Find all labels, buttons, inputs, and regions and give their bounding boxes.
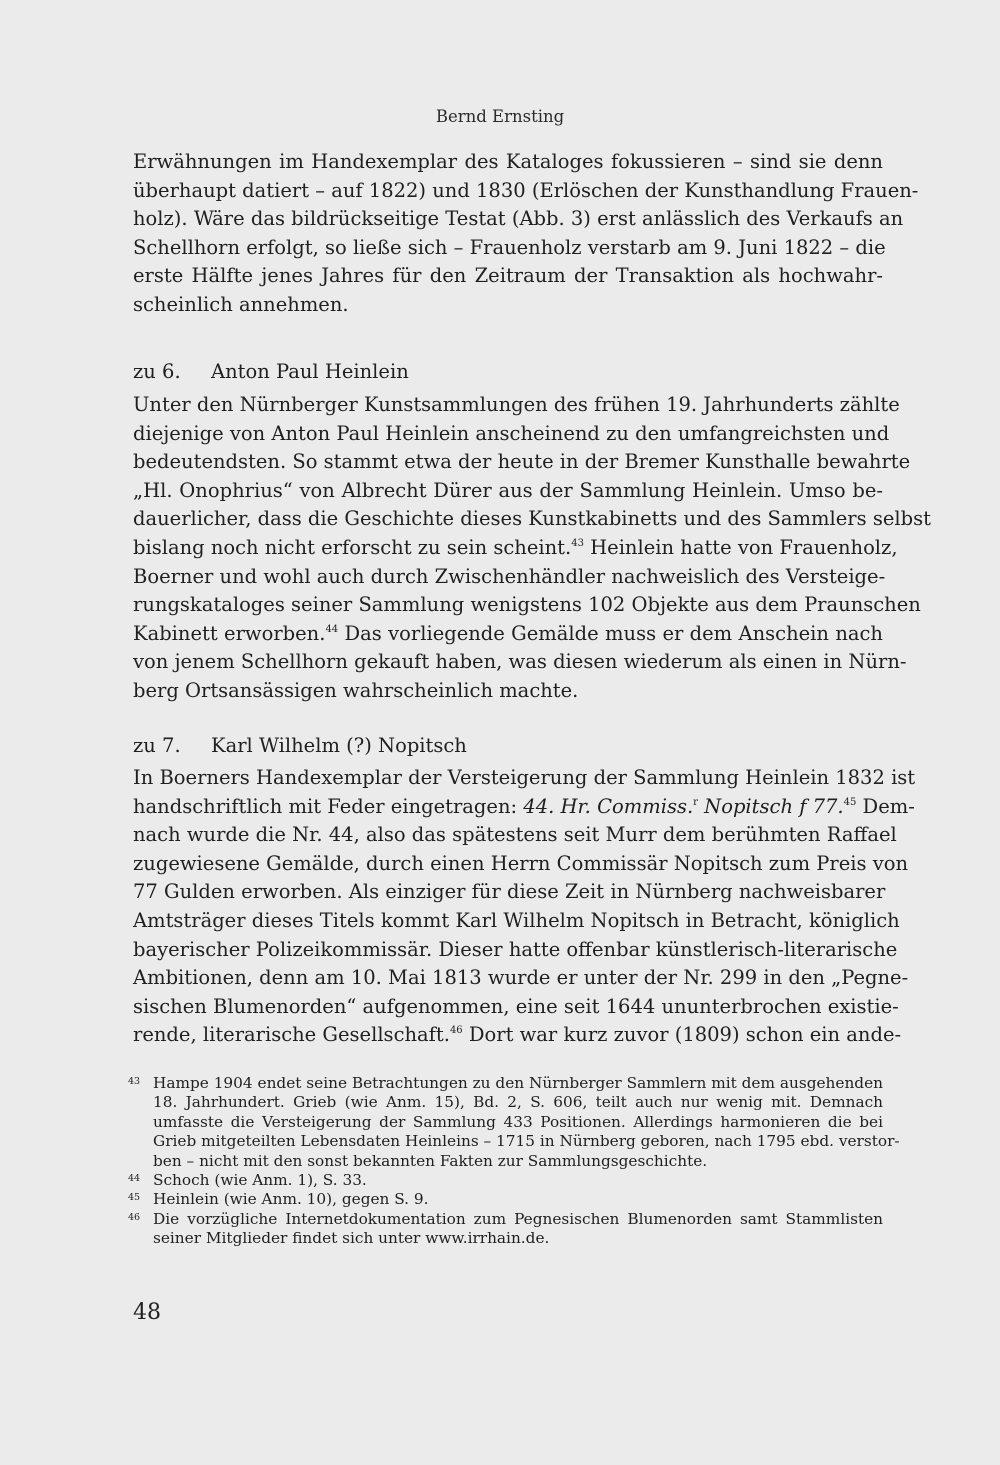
text-line: scheinlich annehmen.: [133, 292, 349, 316]
footnotes: [128, 1074, 900, 1249]
text-line: „Hl. Onophrius“ von Albrecht Dürer aus der Sammlung Heinlein. Umso be-: [133, 478, 883, 502]
footnote-ref-46: 46: [449, 1025, 463, 1037]
text-line: sischen Blumenorden“ aufgenommen, eine seit 1644 ununterbrochen existie-: [133, 994, 899, 1018]
footnote-number: 46: [128, 1211, 141, 1223]
footnote-line: seiner Mitglieder findet sich unter www.irrhain.de.: [153, 1229, 550, 1248]
text-line: rungskataloges seiner Sammlung wenigstens 102 Objekte aus dem Praunschen: [133, 593, 921, 617]
text-line: bayerischer Polizeikommissär. Dieser hatte offenbar künstlerisch-literarische: [133, 937, 898, 961]
text-line: dauerlicher, dass die Geschichte dieses Kunstkabinetts und des Sammlers selbst: [133, 507, 931, 531]
text-line: bedeutendsten. So stammt etwa der heute in der Bremer Kunsthalle bewahrte: [133, 450, 911, 474]
text-line: berg Ortsansässigen wahrscheinlich machte.: [133, 678, 579, 702]
text-line: erste Hälfte jenes Jahres für den Zeitraum der Transaktion als hochwahr-: [133, 264, 883, 288]
footnote-ref-45: 45: [843, 796, 857, 808]
footnote-ref-43: 43: [571, 537, 584, 549]
footnote-number: 44: [128, 1173, 141, 1185]
text-line: 77 Gulden erworben. Als einziger für diese Zeit in Nürnberg nachweisbarer: [133, 880, 886, 904]
section-title: Anton Paul Heinlein: [211, 360, 409, 383]
footnote-line: ben – nicht mit den sonst bekannten Fakten zur Sammlungsgeschichte.: [153, 1151, 708, 1170]
text-line: Amtsträger dieses Titels kommt Karl Wilhelm Nopitsch in Betracht, königlich: [133, 908, 900, 932]
footnote-43: [128, 1074, 900, 1171]
text-line: zugewiesene Gemälde, durch einen Herrn Commissär Nopitsch zum Preis von: [133, 851, 909, 875]
section-title: Karl Wilhelm (?) Nopitsch: [211, 734, 467, 757]
text-line: diejenige von Anton Paul Heinlein anscheinend zu den umfangreichsten und: [133, 421, 890, 445]
text-line: Ambitionen, denn am 10. Mai 1813 wurde er unter der Nr. 299 in den „Pegne-: [133, 966, 909, 990]
page-number: 48: [133, 1300, 161, 1325]
section-number: zu 6.: [133, 360, 181, 383]
text-fragment: rende, literarische Gesellschaft.: [133, 1023, 450, 1047]
text-line: [133, 793, 915, 822]
text-line: [133, 534, 898, 563]
footnote-line: umfasste die Versteigerung der Sammlung 433 Positionen. Allerdings harmonieren die bei: [153, 1112, 883, 1131]
text-fragment: Das vorliegende Gemälde muss er dem Anschein nach: [338, 621, 883, 645]
footnote-number: 43: [128, 1076, 141, 1087]
running-head: Bernd Ernsting: [435, 107, 565, 126]
text-line: holz). Wäre das bildrückseitige Testat (Abb. 3) erst anlässlich des Verkaufs an: [133, 207, 904, 231]
footnote-number: 45: [128, 1192, 141, 1204]
footnote-ref-44: 44: [325, 623, 339, 635]
text-line: Schellhorn erfolgt, so ließe sich – Frauenholz verstarb am 9. Juni 1822 – die: [133, 235, 886, 259]
text-line: überhaupt datiert – auf 1822) und 1830 (Erlöschen der Kunsthandlung Frauen-: [133, 178, 919, 202]
footnote-line: Grieb mitgeteilten Lebensdaten Heinleins – 1715 in Nürnberg geboren, nach 1795 ebd. verstor-: [153, 1132, 900, 1151]
section-number: zu 7.: [133, 734, 181, 757]
text-line: [133, 620, 883, 649]
section-7-body: [133, 764, 916, 1050]
text-fragment: Kabinett erworben.: [133, 621, 326, 645]
paragraph-continuation: [133, 148, 919, 320]
handwritten-entry: 44. Hr. Commiss.: [523, 794, 694, 818]
text-line: Erwähnungen im Handexemplar des Kataloges fokussieren – sind sie denn: [133, 150, 883, 173]
footnote-line: Schoch (wie Anm. 1), S. 33.: [153, 1171, 367, 1190]
section-heading-7: [133, 732, 883, 760]
text-fragment: Dort war kurz zuvor (1809) schon ein ande-: [462, 1023, 902, 1047]
footnote-line: Die vorzügliche Internetdokumentation zum Pegnesischen Blumenorden samt Stammlisten: [153, 1209, 883, 1228]
footnote-line: Heinlein (wie Anm. 10), gegen S. 9.: [153, 1190, 429, 1209]
text-line: [133, 1021, 902, 1050]
section-6-body: [133, 391, 931, 706]
footnote-line: Hampe 1904 endet seine Betrachtungen zu den Nürnberger Sammlern mit dem ausgehenden: [153, 1074, 883, 1092]
text-fragment: bislang noch nicht erforscht zu sein scheint.: [133, 535, 572, 559]
footnote-44: [128, 1171, 883, 1190]
superscript-r: r: [693, 796, 698, 808]
footnote-46: [128, 1209, 883, 1249]
text-fragment: Heinlein hatte von Frauenholz,: [583, 535, 898, 559]
footnote-45: [128, 1190, 883, 1209]
text-line: Boerner und wohl auch durch Zwischenhändler nachweislich des Versteige-: [133, 564, 886, 588]
text-fragment: Dem-: [856, 794, 915, 818]
handwritten-entry: Nopitsch f 77.: [697, 794, 844, 818]
text-line: In Boerners Handexemplar der Versteigerung der Sammlung Heinlein 1832 ist: [133, 766, 916, 789]
text-fragment: handschriftlich mit Feder eingetragen:: [133, 794, 524, 818]
section-heading-6: [133, 358, 883, 386]
footnote-line: 18. Jahrhundert. Grieb (wie Anm. 15), Bd. 2, S. 606, teilt auch nur wenig mit. Demnach: [153, 1093, 883, 1112]
text-line: nach wurde die Nr. 44, also das spätestens seit Murr dem berühmten Raffael: [133, 823, 897, 847]
text-line: von jenem Schellhorn gekauft haben, was diesen wiederum als einen in Nürn-: [133, 650, 907, 674]
text-line: Unter den Nürnberger Kunstsammlungen des frühen 19. Jahrhunderts zählte: [133, 393, 900, 416]
